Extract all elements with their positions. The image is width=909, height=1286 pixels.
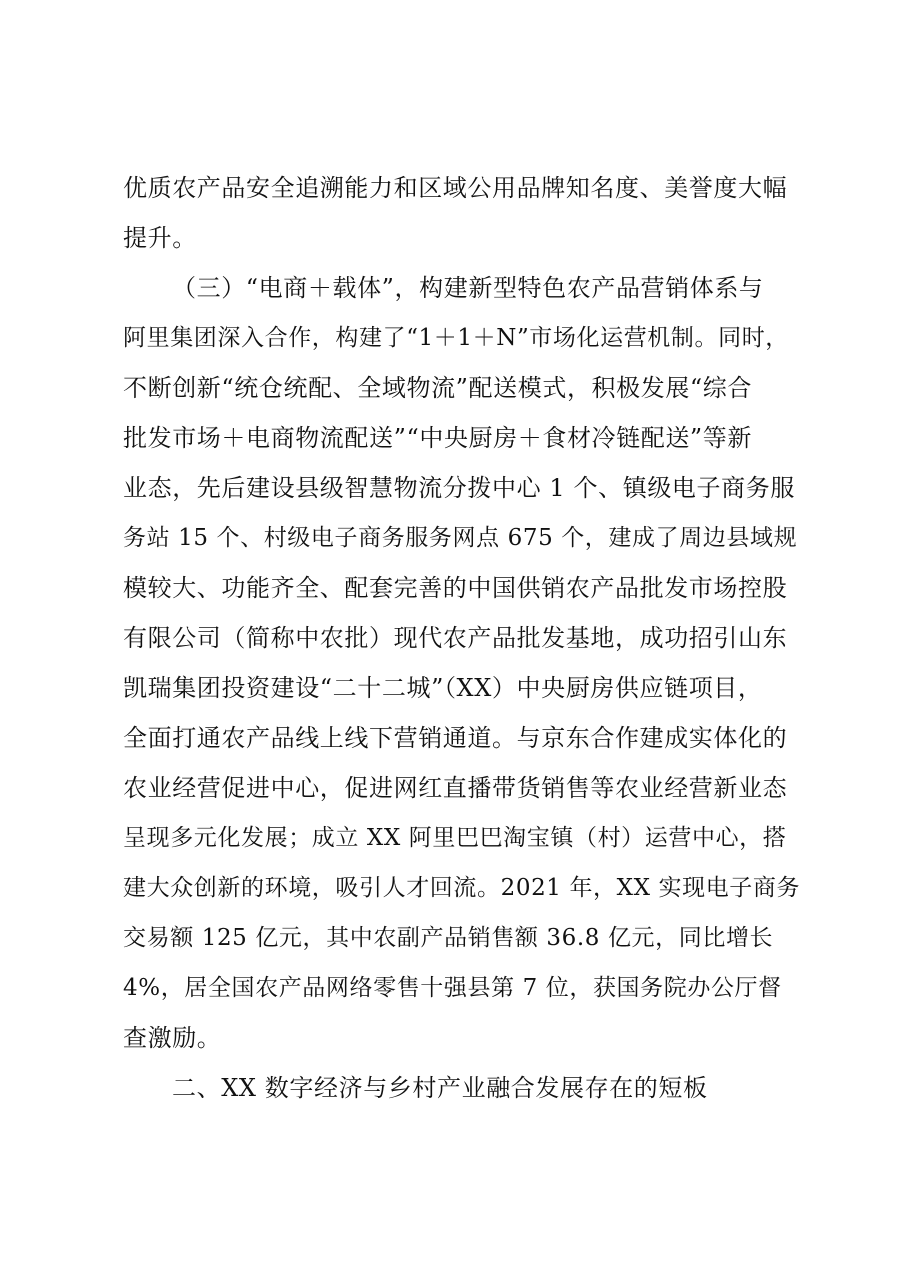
text-line: 阿里集团深入合作，构建了“1＋1＋N”市场化运营机制。同时，	[123, 325, 789, 351]
text-line: 业态，先后建设县级智慧物流分拨中心 1 个、镇级电子商务服	[123, 474, 795, 502]
text-line: 不断创新“统仓统配、全域物流”配送模式，积极发展“综合	[123, 374, 753, 402]
text-line: 全面打通农产品线上线下营销通道。与京东合作建成实体化的	[123, 724, 788, 752]
text-line: 务站 15 个、村级电子商务服务网点 675 个，建成了周边县域规	[123, 525, 798, 551]
section-heading: （三）“电商＋载体”，构建新型特色农产品营销体系与	[172, 274, 764, 302]
text-line: 提升。	[123, 224, 197, 252]
text-line: 建大众创新的环境，吸引人才回流。2021 年，XX 实现电子商务	[123, 875, 801, 901]
text-line: 农业经营促进中心，促进网红直播带货销售等农业经营新业态	[123, 774, 788, 802]
text-line: 凯瑞集团投资建设“二十二城”（XX）中央厨房供应链项目，	[123, 674, 763, 702]
text-line: 优质农产品安全追溯能力和区域公用品牌知名度、美誉度大幅	[123, 174, 788, 202]
text-line: 交易额 125 亿元，其中农副产品销售额 36.8 亿元，同比增长	[123, 925, 774, 951]
text-line: 模较大、功能齐全、配套完善的中国供销农产品批发市场控股	[123, 574, 788, 602]
text-line: 有限公司（简称中农批）现代农产品批发基地，成功招引山东	[123, 624, 788, 652]
text-line: 查激励。	[123, 1024, 222, 1052]
text-line: 批发市场＋电商物流配送”“中央厨房＋食材冷链配送”等新	[123, 424, 753, 452]
chapter-heading: 二、XX 数字经济与乡村产业融合发展存在的短板	[172, 1074, 708, 1102]
text-line: 4%，居全国农产品网络零售十强县第 7 位，获国务院办公厅督	[123, 975, 782, 1001]
text-line: 呈现多元化发展；成立 XX 阿里巴巴淘宝镇（村）运营中心，搭	[123, 825, 787, 851]
